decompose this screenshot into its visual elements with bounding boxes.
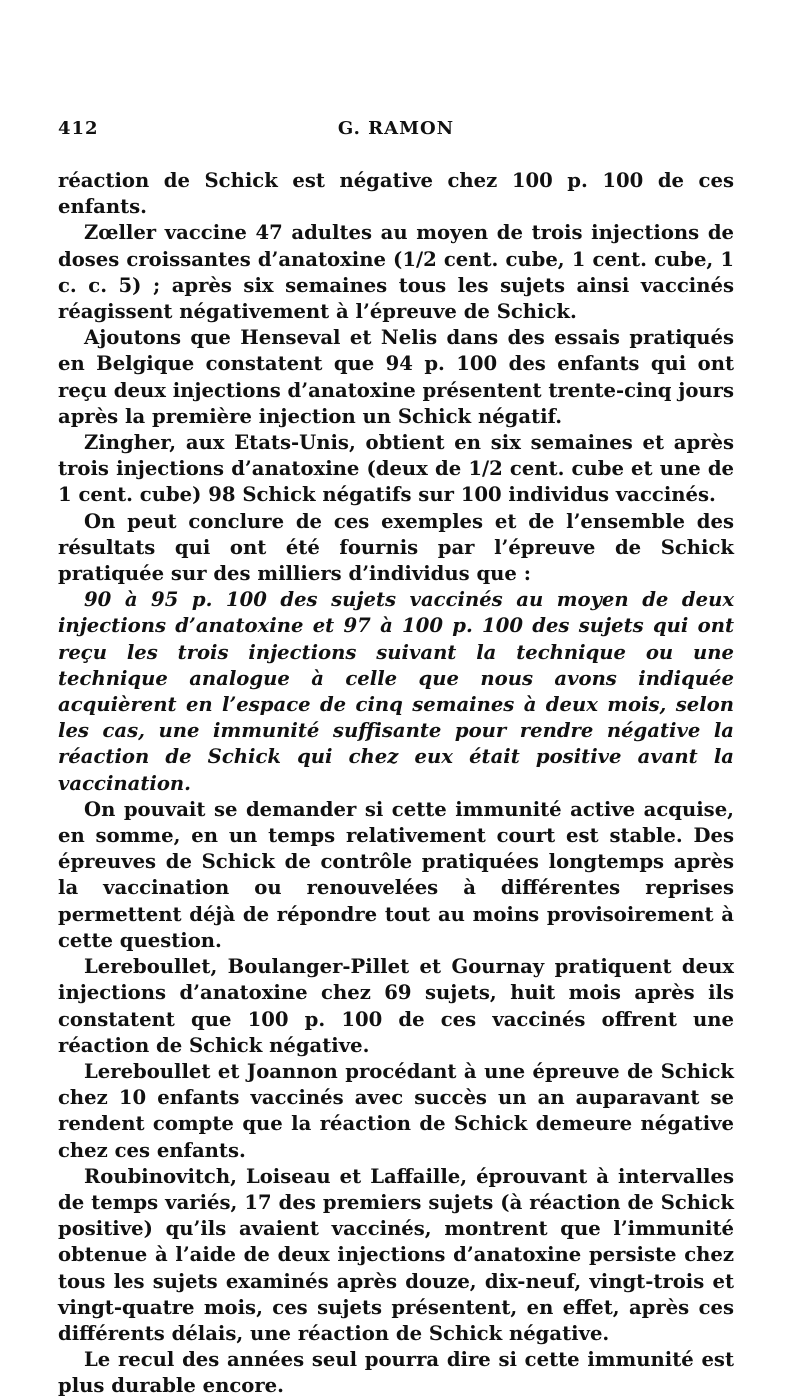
body-text: [58, 168, 734, 1400]
paragraph-conclusion-italic: 90 à 95 p. 100 des sujets vaccinés au moyen de deux injections d’anatoxine et 97 à 100 p. 100 des sujets qui ont reçu les trois injections suivant la technique ou une technique analogue à celle que nous avons indiquée acquièrent en l’espace de cinq semaines à deux mois, selon les cas, une immunité suffisante pour rendre négative la réaction de Schick qui chez eux était positive avant la vaccination.: [58, 588, 734, 795]
running-title: G. RAMON: [337, 118, 455, 139]
paragraph-lereboullet-boulanger: Lereboullet, Boulanger-Pillet et Gournay pratiquent deux injections d’anatoxine chez 69 sujets, huit mois après ils constatent que 100 p. 100 de ces vaccinés offrent une réaction de Schick négative.: [58, 955, 734, 1057]
paragraph-roubinovitch: Roubinovitch, Loiseau et Laffaille, éprouvant à intervalles de temps variés, 17 des premiers sujets (à réaction de Schick positive) qu’ils avaient vaccinés, montrent que l’immunité obtenue à l’aide de deux injections d’anatoxine persiste chez tous les sujets examinés après douze, dix-neuf, vingt-trois et vingt-quatre mois, ces sujets présentent, en effet, après ces différents délais, une réaction de Schick négative.: [58, 1164, 734, 1345]
paragraph-continuation: réaction de Schick est négative chez 100 p. 100 de ces enfants.: [58, 169, 734, 219]
page-number: 412: [58, 118, 99, 139]
paragraph-conclusion-intro: On peut conclure de ces exemples et de l’ensemble des résultats qui ont été fournis par l’épreuve de Schick pratiquée sur des milliers d’individus que :: [58, 509, 734, 586]
paragraph-lereboullet-joannon: Lereboullet et Joannon procédant à une épreuve de Schick chez 10 enfants vaccinés avec succès un an auparavant se rendent compte que la réaction de Schick demeure négative chez ces enfants.: [58, 1059, 734, 1162]
page-header: [58, 118, 734, 148]
paragraph-zingher: Zingher, aux Etats-Unis, obtient en six semaines et après trois injections d’anatoxine (deux de 1/2 cent. cube et une de 1 cent. cube) 98 Schick négatifs sur 100 individus vaccinés.: [58, 431, 734, 507]
paragraph-stability-question: On pouvait se demander si cette immunité active acquise, en somme, en un temps relativement court est stable. Des épreuves de Schick de contrôle pratiquées longtemps après la vaccination ou renouvelées à différentes reprises permettent déjà de répondre tout au moins provisoirement à cette question.: [58, 797, 734, 952]
paragraph-final: Le recul des années seul pourra dire si cette immunité est plus durable encore.: [58, 1348, 734, 1398]
paragraph-zoeller: Zœller vaccine 47 adultes au moyen de trois injections de doses croissantes d’anatoxine (1/2 cent. cube, 1 cent. cube, 1 c. c. 5) ; après six semaines tous les sujets ainsi vaccinés réagissent négativement à l’épreuve de Schick.: [58, 221, 734, 324]
paragraph-henseval-nelis: Ajoutons que Henseval et Nelis dans des essais pratiqués en Belgique constatent que 94 p. 100 des enfants qui ont reçu deux injections d’anatoxine présentent trente-cinq jours après la première injection un Schick négatif.: [58, 326, 734, 428]
